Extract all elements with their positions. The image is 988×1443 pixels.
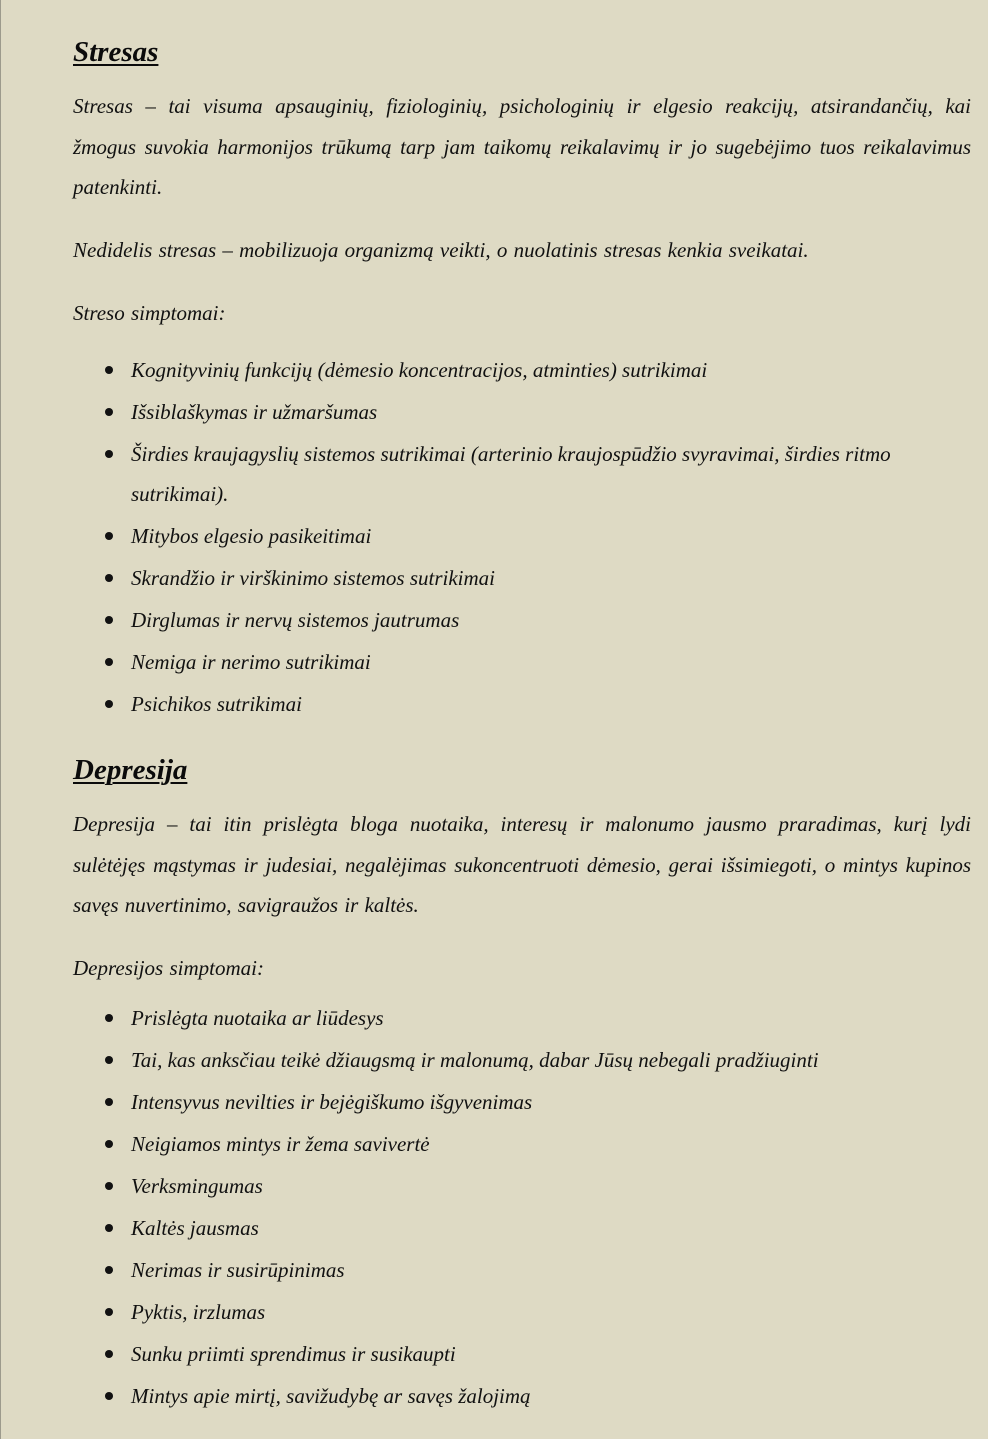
depression-heading: Depresija	[73, 754, 188, 786]
stress-symptoms-list	[73, 350, 933, 726]
stress-heading: Stresas	[73, 36, 159, 68]
list-item: Širdies kraujagyslių sistemos sutrikimai (arterinio kraujospūdžio svyravimai, širdies ritmo sutrikimai).	[73, 434, 933, 516]
list-item: Mintys apie mirtį, savižudybę ar savęs žalojimą	[73, 1376, 933, 1418]
bullet-icon	[105, 1392, 113, 1400]
depression-symptoms-heading: Depresijos simptomai:	[73, 956, 264, 980]
list-item: Prislėgta nuotaika ar liūdesys	[73, 998, 933, 1040]
stress-note: Nedidelis stresas – mobilizuoja organizmą veikti, o nuolatinis stresas kenkia sveikatai.	[73, 238, 809, 262]
bullet-icon	[105, 1266, 113, 1274]
depression-definition: Depresija – tai itin prislėgta bloga nuotaika, interesų ir malonumo jausmo praradimas, kurį lydi sulėtėjęs mąstymas ir judesiai, negalėjimas sukoncentruoti dėmesio, gerai išsimiegoti, o mintys kupinos savęs nuvertinimo, savigraužos ir kaltės.	[73, 812, 971, 917]
list-item: Neigiamos mintys ir žema savivertė	[73, 1124, 933, 1166]
list-item: Skrandžio ir virškinimo sistemos sutrikimai	[73, 558, 933, 600]
stress-definition: Stresas – tai visuma apsauginių, fiziologinių, psichologinių ir elgesio reakcijų, atsirandančių, kai žmogus suvokia harmonijos trūkumą tarp jam taikomų reikalavimų ir jo sugebėjimo tuos reikalavimus patenkinti.	[73, 94, 971, 199]
bullet-icon	[105, 658, 113, 666]
bullet-icon	[105, 450, 113, 458]
bullet-icon	[105, 1350, 113, 1358]
bullet-icon	[105, 616, 113, 624]
list-item: Sunku priimti sprendimus ir susikaupti	[73, 1334, 933, 1376]
list-item: Išsiblaškymas ir užmaršumas	[73, 392, 933, 434]
bullet-icon	[105, 574, 113, 582]
list-item: Intensyvus nevilties ir bejėgiškumo išgyvenimas	[73, 1082, 933, 1124]
list-item: Dirglumas ir nervų sistemos jautrumas	[73, 600, 933, 642]
list-item: Nemiga ir nerimo sutrikimai	[73, 642, 933, 684]
bullet-icon	[105, 1056, 113, 1064]
bullet-icon	[105, 1140, 113, 1148]
bullet-icon	[105, 1182, 113, 1190]
bullet-icon	[105, 532, 113, 540]
bullet-icon	[105, 700, 113, 708]
list-item: Psichikos sutrikimai	[73, 684, 933, 726]
page-bottom-edge	[0, 1439, 988, 1443]
depression-symptoms-list	[73, 998, 933, 1418]
stress-symptoms-heading: Streso simptomai:	[73, 301, 226, 325]
bullet-icon	[105, 1308, 113, 1316]
list-item: Tai, kas anksčiau teikė džiaugsmą ir malonumą, dabar Jūsų nebegali pradžiuginti	[73, 1040, 933, 1082]
bullet-icon	[105, 366, 113, 374]
list-item: Mitybos elgesio pasikeitimai	[73, 516, 933, 558]
list-item: Nerimas ir susirūpinimas	[73, 1250, 933, 1292]
list-item: Kognityvinių funkcijų (dėmesio koncentracijos, atminties) sutrikimai	[73, 350, 933, 392]
bullet-icon	[105, 408, 113, 416]
list-item: Verksmingumas	[73, 1166, 933, 1208]
list-item: Kaltės jausmas	[73, 1208, 933, 1250]
bullet-icon	[105, 1014, 113, 1022]
bullet-icon	[105, 1098, 113, 1106]
list-item: Pyktis, irzlumas	[73, 1292, 933, 1334]
bullet-icon	[105, 1224, 113, 1232]
